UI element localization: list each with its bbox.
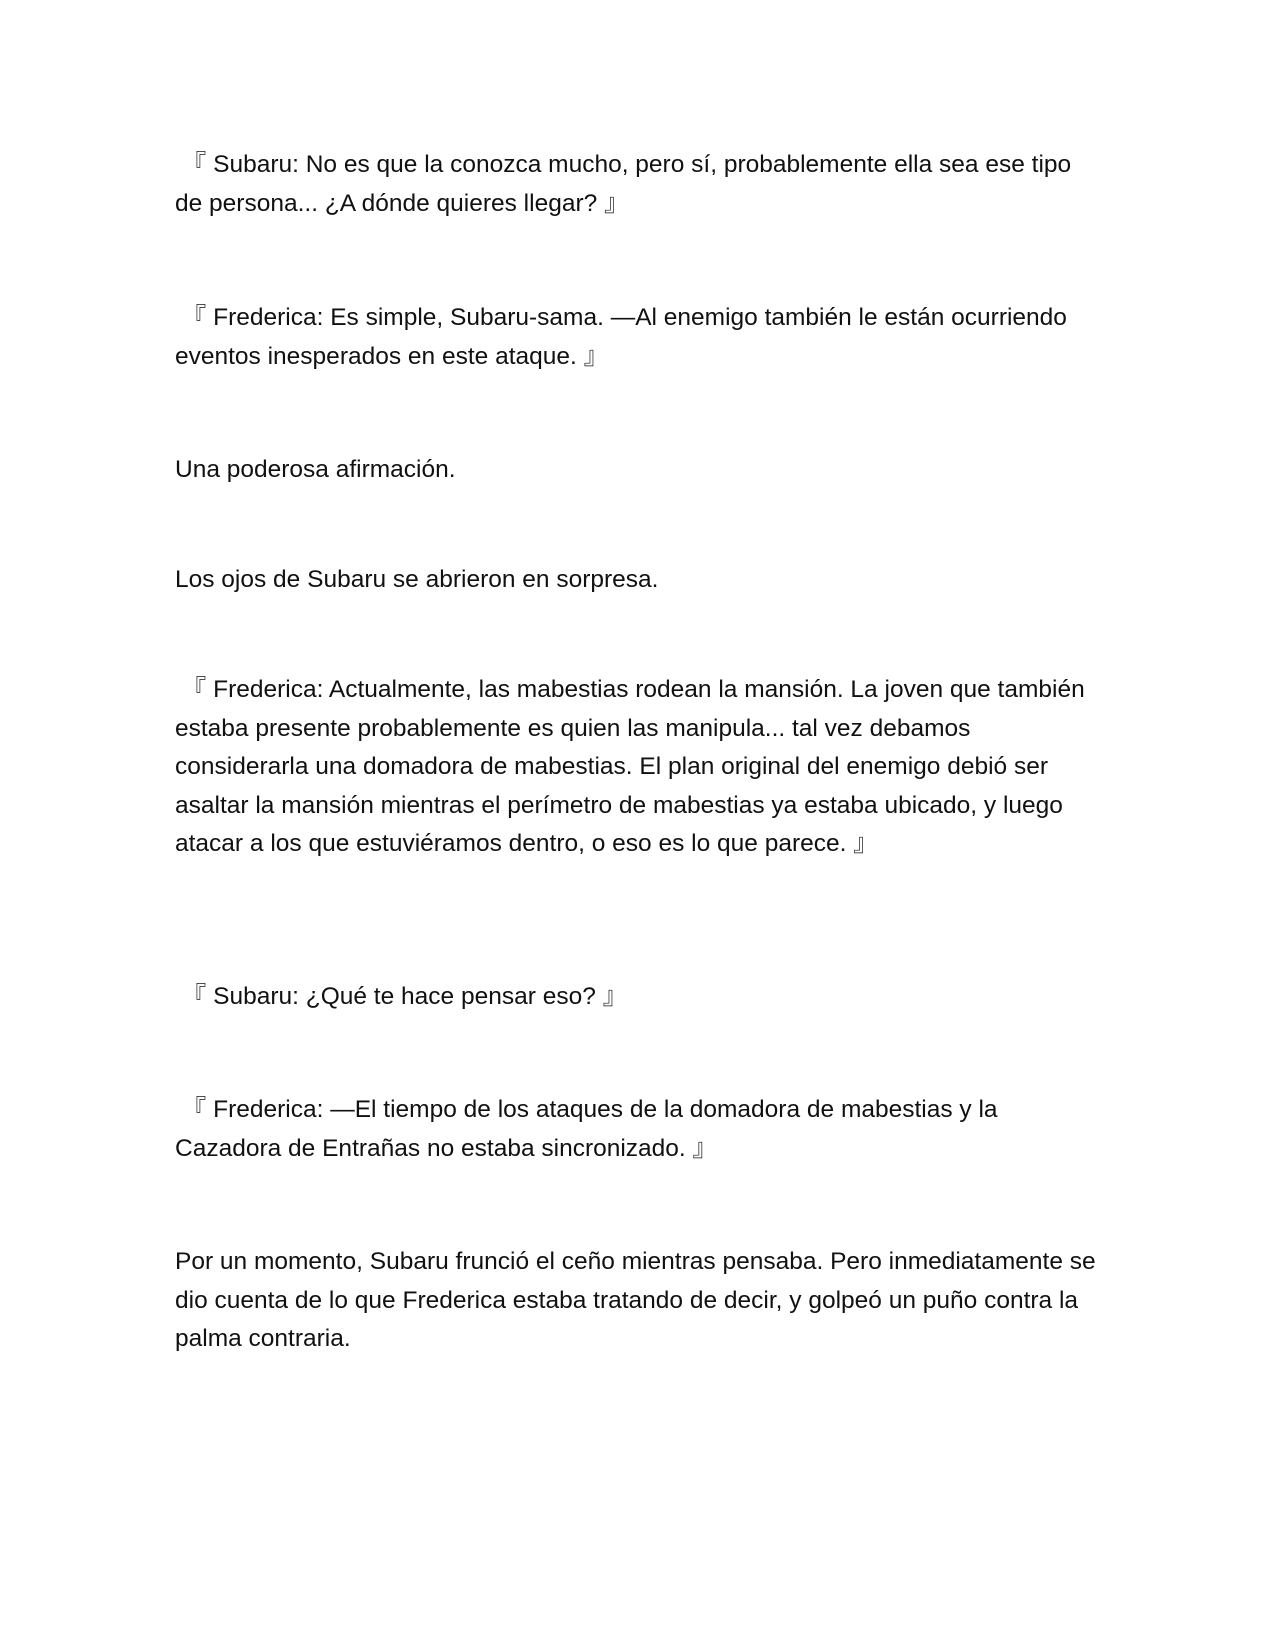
dialogue-subaru-1: 『 Subaru: No es que la conozca mucho, pero sí, probablemente ella sea ese tipo de persona... ¿A dónde quieres llegar? 』	[175, 151, 1072, 217]
narration-2: Los ojos de Subaru se abrieron en sorpresa.	[175, 566, 659, 593]
narration-1: Una poderosa afirmación.	[175, 456, 456, 483]
dialogue-frederica-3: 『 Frederica: —El tiempo de los ataques de la domadora de mabestias y la Cazadora de Entrañas no estaba sincronizado. 』	[175, 1096, 998, 1162]
dialogue-frederica-1: 『 Frederica: Es simple, Subaru-sama. —Al enemigo también le están ocurriendo eventos inesperados en este ataque. 』	[175, 304, 1067, 370]
dialogue-subaru-2: 『 Subaru: ¿Qué te hace pensar eso? 』	[175, 983, 628, 1010]
dialogue-frederica-2: 『 Frederica: Actualmente, las mabestias rodean la mansión. La joven que también estaba presente probablemente es quien las manipula... tal vez debamos considerarla una domadora de mabestias. El plan original del enemigo debió ser asaltar la mansión mientras el perímetro de mabestias ya estaba ubicado, y luego atacar a los que estuviéramos dentro, o eso es lo que parece. 』	[175, 676, 1085, 857]
narration-3: Por un momento, Subaru frunció el ceño mientras pensaba. Pero inmediatamente se dio cuenta de lo que Frederica estaba tratando de decir, y golpeó un puño contra la palma contraria.	[175, 1248, 1096, 1352]
